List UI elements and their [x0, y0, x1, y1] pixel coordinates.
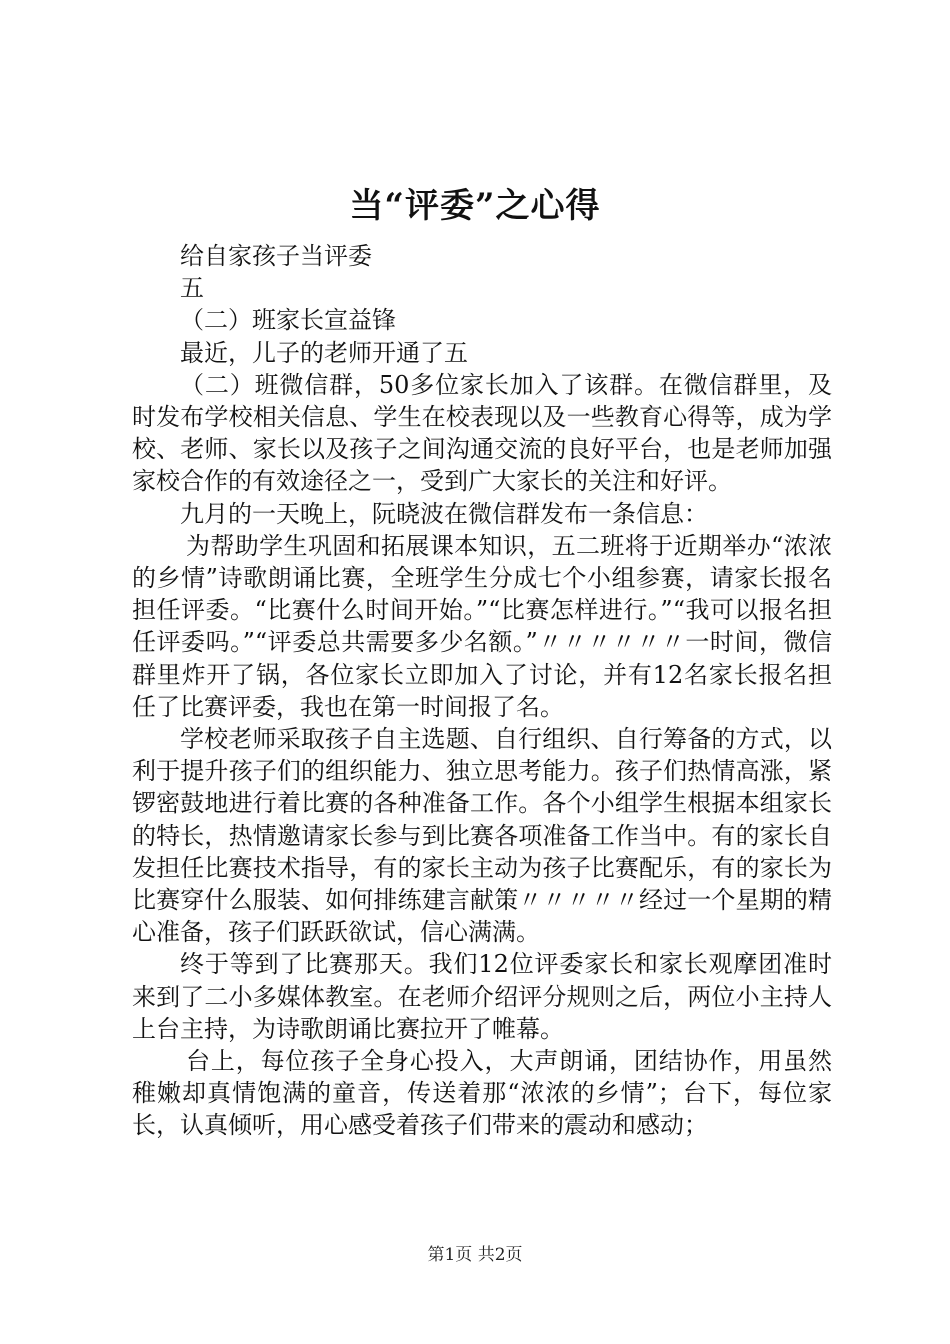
article-subtitle: 给自家孩子当评委 [180, 242, 372, 270]
author-line: （二）班家长宣益锋 [180, 306, 396, 335]
page-number-footer: 第1页 共2页 [427, 1245, 523, 1265]
paragraph-wechat-group: （二）班微信群，50多位家长加入了该群。在微信群里，及时发布学校相关信息、学生在校表现以及一些教育心得等，成为学校、老师、家长以及孩子之间沟通交流的良好平台，也是老师加强家校合作的有效途径之一，受到广大家长的关注和好评。 [132, 370, 832, 496]
paragraph-competition-notice: 为帮助学生巩固和拓展课本知识，五二班将于近期举办“浓浓的乡情”诗歌朗诵比赛，全班学生分成七个小组参赛，请家长报名担任评委。“比赛什么时间开始。”“比赛怎样进行。”“我可以报名担任评委吗。”“评委总共需要多少名额。”〃〃〃〃〃〃一时间，微信群里炸开了锅，各位家长立即加入了讨论，并有12名家长报名担任了比赛评委，我也在第一时间报了名。 [132, 531, 832, 721]
document-title: 当“评委”之心得 [349, 186, 601, 226]
paragraph-performance: 台上，每位孩子全身心投入，大声朗诵，团结协作，用虽然稚嫩却真情饱满的童音，传送着那“浓浓的乡情”；台下，每位家长，认真倾听，用心感受着孩子们带来的震动和感动； [132, 1047, 832, 1140]
author-grade-line: 五 [180, 274, 204, 303]
paragraph-preparation: 学校老师采取孩子自主选题、自行组织、自行筹备的方式，以利于提升孩子们的组织能力、独立思考能力。孩子们热情高涨，紧锣密鼓地进行着比赛的各种准备工作。各个小组学生根据本组家长的特长，热情邀请家长参与到比赛各项准备工作当中。有的家长自发担任比赛技术指导，有的家长主动为孩子比赛配乐，有的家长为比赛穿什么服装、如何排练建言献策〃〃〃〃〃经过一个星期的精心准备，孩子们跃跃欲试，信心满满。 [132, 725, 832, 947]
paragraph-intro: 最近，儿子的老师开通了五 [180, 338, 468, 367]
paragraph-competition-day: 终于等到了比赛那天。我们12位评委家长和家长观摩团准时来到了二小多媒体教室。在老师介绍评分规则之后，两位小主持人上台主持，为诗歌朗诵比赛拉开了帷幕。 [132, 950, 832, 1043]
paragraph-announcement: 九月的一天晚上，阮晓波在微信群发布一条信息： [180, 499, 708, 528]
document-body [132, 240, 832, 1142]
